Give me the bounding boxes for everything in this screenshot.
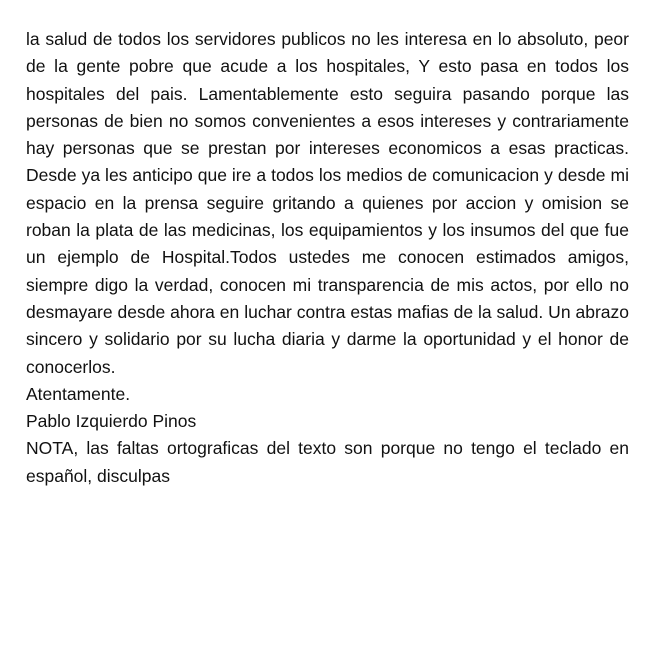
document-page bbox=[26, 26, 629, 490]
letter-signature: Pablo Izquierdo Pinos bbox=[26, 411, 197, 432]
letter-body: la salud de todos los servidores publicos no les interesa en lo absoluto, peor de la gente pobre que acude a los hospitales, Y esto pasa en todos los hospitales del pais. Lamentablemente esto seguira pasando porque las personas de bien no somos convenientes a esos intereses y contrariamente hay personas que se prestan por intereses economicos a esas practicas. Desde ya les anticipo que ire a todos los medios de comunicacion y desde mi espacio en la prensa seguire gritando a quienes por accion y omision se roban la plata de las medicinas, los equipamientos y los insumos del que fue un ejemplo de Hospital.Todos ustedes me conocen estimados amigos, siempre digo la verdad, conocen mi transparencia de mis actos, por ello no desmayare desde ahora en luchar contra estas mafias de la salud. Un abrazo sincero y solidario por su lucha diaria y darme la oportunidad y el honor de conocerlos. bbox=[26, 29, 629, 377]
letter-note: NOTA, las faltas ortograficas del texto son porque no tengo el teclado en español, disculpas bbox=[26, 438, 629, 486]
letter-closing: Atentamente. bbox=[26, 383, 131, 404]
